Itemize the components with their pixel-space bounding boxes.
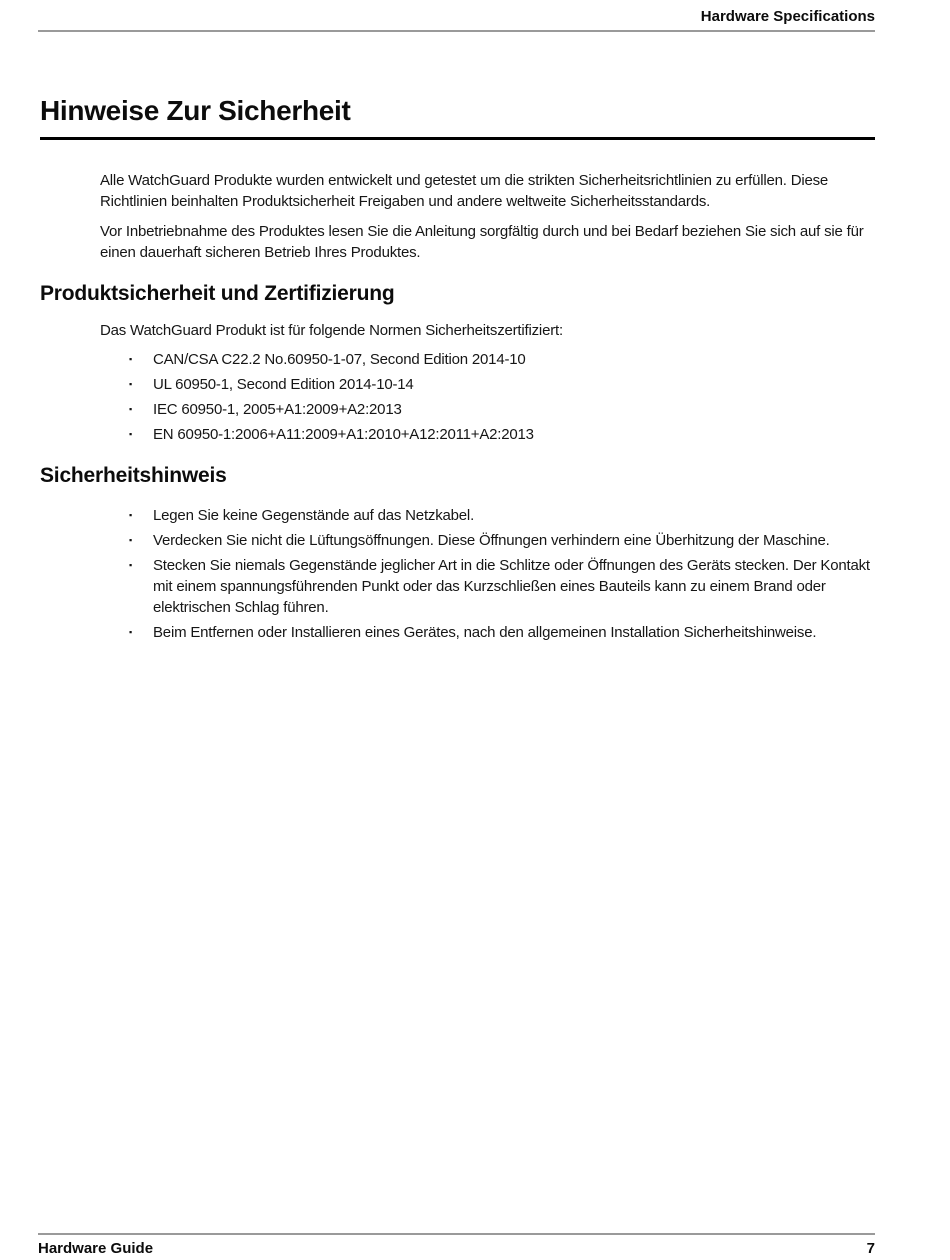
- section-heading-produktsicherheit: Produktsicherheit und Zertifizierung: [40, 282, 395, 305]
- list-item-text: Stecken Sie niemals Gegenstände jeglicher Art in die Schlitze oder Öffnungen des Geräts stecken. Der Kontakt mit einem spannungsführenden Punkt oder das Kurzschließen eines Bauteils kann zu einem Brand oder elektrischen Schlag führen.: [153, 557, 870, 616]
- section-lead: Das WatchGuard Produkt ist für folgende Normen Sicherheitszertifiziert:: [100, 322, 563, 339]
- list-item: [129, 399, 875, 420]
- footer-book-title: Hardware Guide: [38, 1240, 154, 1257]
- section-heading-sicherheitshinweis: Sicherheitshinweis: [40, 464, 227, 487]
- safety-list: [0, 505, 950, 643]
- page-header: [38, 0, 875, 32]
- bullet-icon: ▪: [129, 510, 132, 520]
- footer-page-number: 7: [866, 1240, 875, 1257]
- page-footer: [38, 1233, 875, 1257]
- bullet-icon: ▪: [129, 627, 132, 637]
- list-item: [129, 374, 875, 395]
- page-title: Hinweise Zur Sicherheit: [40, 94, 875, 140]
- list-item: [129, 505, 875, 526]
- bullet-icon: ▪: [129, 535, 132, 545]
- certification-list: [0, 349, 950, 445]
- list-item: [129, 349, 875, 370]
- list-item-text: UL 60950-1, Second Edition 2014-10-14: [153, 376, 414, 393]
- list-item-text: Beim Entfernen oder Installieren eines Gerätes, nach den allgemeinen Installation Sicherheitshinweise.: [153, 624, 817, 641]
- list-item-text: Verdecken Sie nicht die Lüftungsöffnungen. Diese Öffnungen verhindern eine Überhitzung der Maschine.: [153, 532, 830, 549]
- bullet-icon: ▪: [129, 354, 132, 364]
- list-item: [129, 622, 875, 643]
- list-item-text: Legen Sie keine Gegenstände auf das Netzkabel.: [153, 507, 475, 524]
- intro-paragraph: Alle WatchGuard Produkte wurden entwickelt und getestet um die strikten Sicherheitsrichtlinien zu erfüllen. Diese Richtlinien beinhalten Produktsicherheit Freigaben und andere weltweite Sicherheitsstandards.: [100, 172, 829, 210]
- list-item: [129, 555, 875, 618]
- bullet-icon: ▪: [129, 560, 132, 570]
- list-item-text: EN 60950-1:2006+A11:2009+A1:2010+A12:2011+A2:2013: [153, 426, 534, 443]
- running-header-title: Hardware Specifications: [700, 8, 875, 25]
- intro-section: [0, 170, 950, 263]
- list-item: [129, 530, 875, 551]
- intro-paragraph: Vor Inbetriebnahme des Produktes lesen Sie die Anleitung sorgfältig durch und bei Bedarf beziehen Sie sich auf sie für einen dauerhaft sicheren Betrieb Ihres Produktes.: [100, 223, 864, 261]
- list-item-text: IEC 60950-1, 2005+A1:2009+A2:2013: [153, 401, 402, 418]
- bullet-icon: ▪: [129, 379, 132, 389]
- bullet-icon: ▪: [129, 404, 132, 414]
- list-item-text: CAN/CSA C22.2 No.60950-1-07, Second Edition 2014-10: [153, 351, 526, 368]
- list-item: [129, 424, 875, 445]
- bullet-icon: ▪: [129, 429, 132, 439]
